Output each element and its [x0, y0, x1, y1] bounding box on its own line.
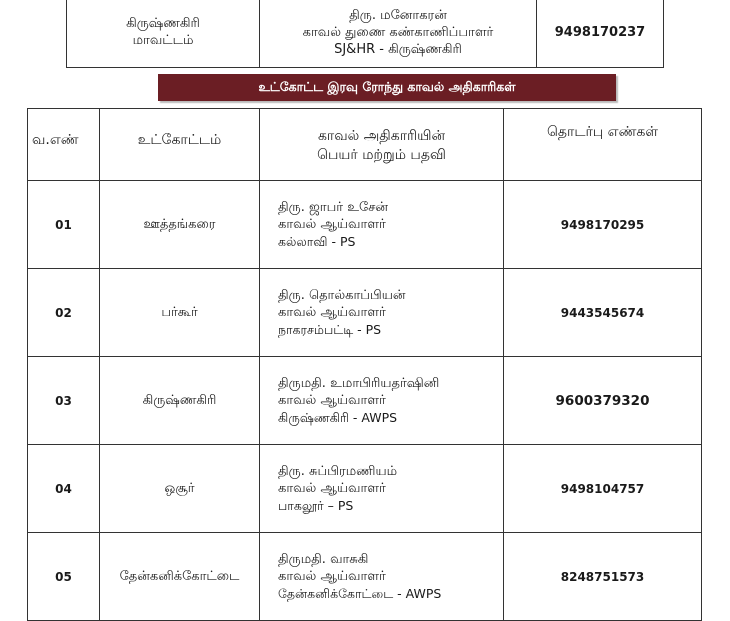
district-row [67, 0, 664, 68]
district-officer-cell [260, 0, 537, 68]
row-subdivision: தேன்கனிக்கோட்டை [100, 533, 260, 621]
header-officer [260, 109, 504, 181]
row-subdivision: பர்கூர் [100, 269, 260, 357]
officer-designation: காவல் ஆய்வாளர் [278, 569, 386, 584]
officer-name: திரு. தொல்காப்பியன் [278, 288, 406, 303]
row-serial: 03 [28, 357, 100, 445]
officer-station: பாகலூர் – PS [278, 498, 354, 513]
row-officer [260, 445, 504, 533]
night-patrol-officers-table [27, 108, 702, 621]
row-officer [260, 269, 504, 357]
row-phone: 9443545674 [504, 269, 702, 357]
header-serial: வ.எண் [28, 109, 100, 181]
row-phone: 9600379320 [504, 357, 702, 445]
row-serial: 01 [28, 181, 100, 269]
district-officer-table [66, 0, 664, 68]
row-officer [260, 181, 504, 269]
section-banner: உட்கோட்ட இரவு ரோந்து காவல் அதிகாரிகள் [158, 74, 616, 101]
officer-station: கல்லாவி - PS [278, 234, 356, 249]
district-phone-cell: 9498170237 [537, 0, 664, 68]
row-phone: 9498170295 [504, 181, 702, 269]
table-row [28, 357, 702, 445]
row-serial: 04 [28, 445, 100, 533]
row-phone: 9498104757 [504, 445, 702, 533]
officer-station: கிருஷ்ணகிரி - AWPS [278, 410, 398, 425]
officer-designation: காவல் ஆய்வாளர் [278, 481, 386, 496]
row-phone: 8248751573 [504, 533, 702, 621]
district-officer-name: திரு. மனோகரன் [349, 7, 447, 23]
officer-name: திருமதி. வாசுகி [278, 552, 369, 567]
row-subdivision: ஒசூர் [100, 445, 260, 533]
district-unit-line-1: கிருஷ்ணகிரி [126, 16, 200, 31]
row-subdivision: கிருஷ்ணகிரி [100, 357, 260, 445]
table-row [28, 269, 702, 357]
district-unit-cell [67, 0, 260, 68]
row-serial: 02 [28, 269, 100, 357]
table-header-row [28, 109, 702, 181]
district-officer-unit: SJ&HR - கிருஷ்ணகிரி [334, 41, 462, 57]
table-row [28, 445, 702, 533]
header-contact: தொடர்பு எண்கள் [504, 109, 702, 181]
row-officer [260, 533, 504, 621]
district-unit-line-2: மாவட்டம் [132, 33, 194, 48]
row-subdivision: ஊத்தங்கரை [100, 181, 260, 269]
district-officer-designation: காவல் துணை கண்காணிப்பாளர் [302, 24, 494, 40]
officer-designation: காவல் ஆய்வாளர் [278, 305, 386, 320]
officer-station: தேன்கனிக்கோட்டை - AWPS [278, 586, 442, 601]
officer-name: திரு. ஜாபர் உசேன் [278, 200, 389, 215]
header-subdivision: உட்கோட்டம் [100, 109, 260, 181]
row-officer [260, 357, 504, 445]
officer-designation: காவல் ஆய்வாளர் [278, 217, 386, 232]
officer-station: நாகரசம்பட்டி - PS [278, 322, 382, 337]
officer-designation: காவல் ஆய்வாளர் [278, 393, 386, 408]
header-officer-line-1: காவல் அதிகாரியின் [317, 128, 446, 144]
table-row [28, 181, 702, 269]
officer-name: திருமதி. உமாபிரியதர்ஷினி [278, 376, 440, 391]
row-serial: 05 [28, 533, 100, 621]
header-officer-line-2: பெயர் மற்றும் பதவி [317, 147, 446, 163]
table-row [28, 533, 702, 621]
officer-name: திரு. சுப்பிரமணியம் [278, 464, 398, 479]
